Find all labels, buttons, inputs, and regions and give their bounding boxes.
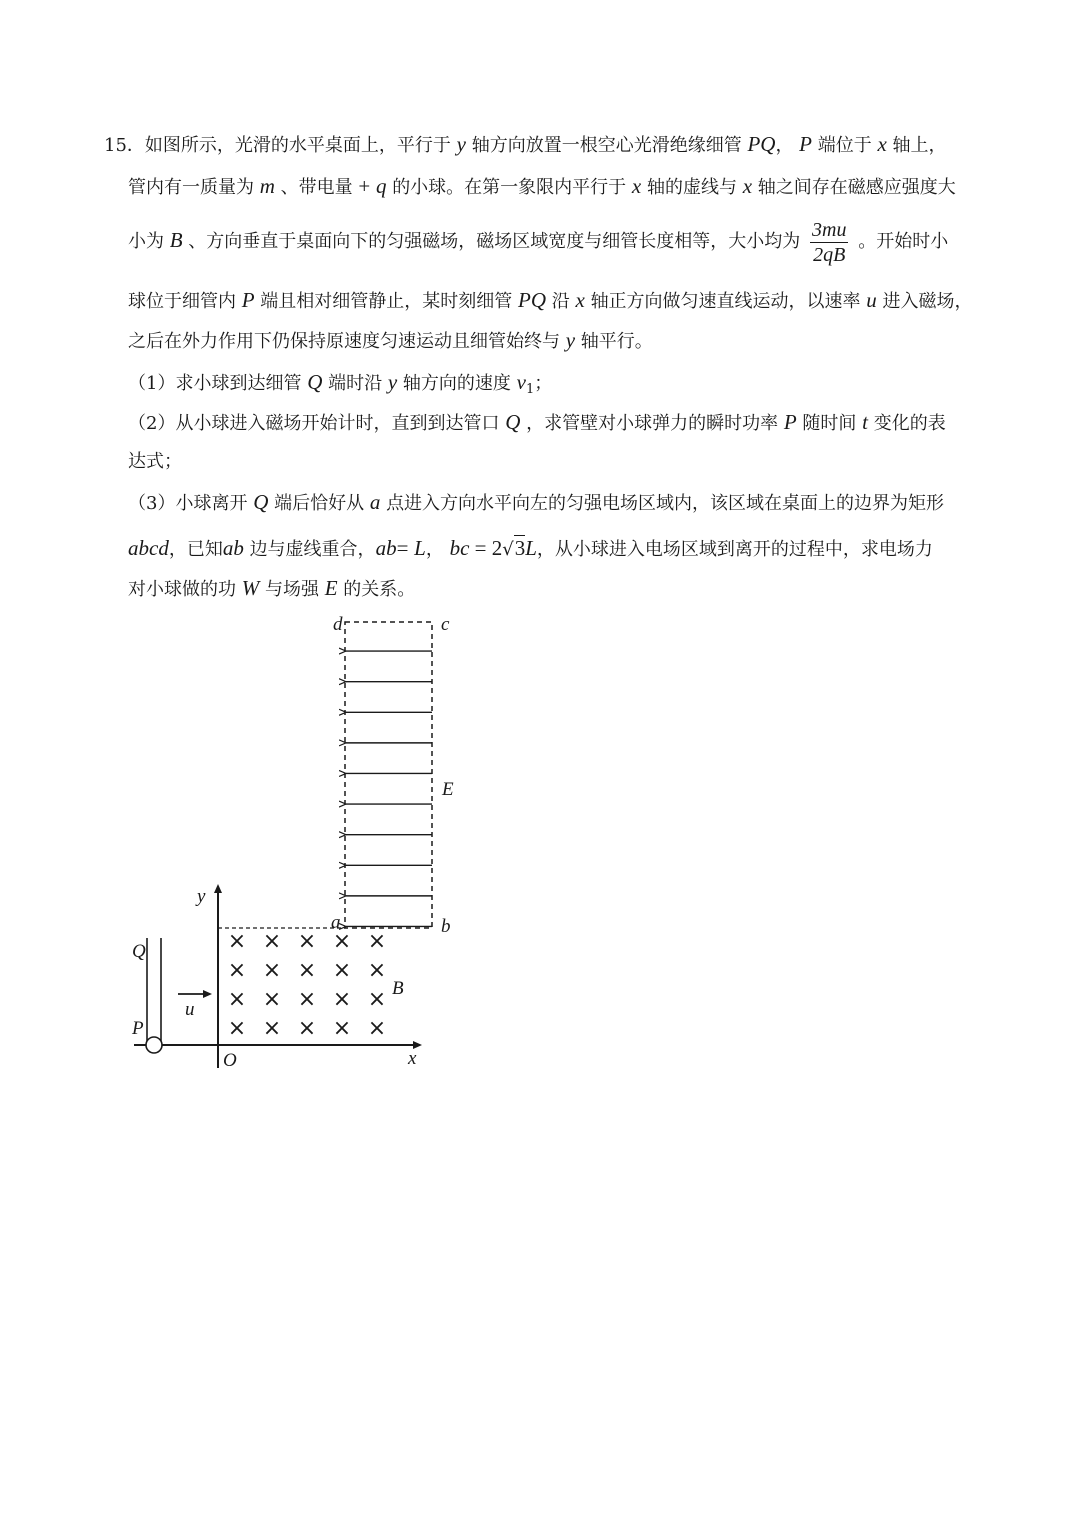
- text: 随时间: [802, 413, 857, 434]
- math-var: y: [387, 370, 398, 394]
- math-sign: =: [396, 536, 409, 560]
- text: 的小球。在第一象限内平行于: [392, 177, 627, 198]
- math-var: y: [456, 132, 466, 156]
- text: ，从小球进入电场区域到离开的过程中，求电场力: [536, 539, 933, 560]
- b-field-cross: ×: [262, 929, 282, 954]
- text: ；: [534, 373, 553, 394]
- b-field-cross: ×: [367, 929, 387, 954]
- question-2-line-1: [128, 410, 946, 436]
- text: （1）求小球到达细管: [128, 373, 302, 394]
- math-var: x: [575, 288, 585, 312]
- label-a: a: [331, 912, 341, 933]
- label-d: d: [333, 614, 343, 635]
- math-var: B: [169, 228, 183, 252]
- b-field-cross: ×: [262, 958, 282, 983]
- math-var: E: [324, 576, 338, 600]
- math-var: Q: [307, 370, 323, 394]
- electric-field-region: [345, 622, 432, 928]
- text: 沿: [551, 291, 570, 312]
- question-1: [128, 370, 552, 402]
- problem-number: 15．: [104, 135, 145, 156]
- math-var: ab: [222, 536, 244, 560]
- b-field-cross: ×: [332, 958, 352, 983]
- text: 达式；: [128, 451, 182, 472]
- b-field-cross: ×: [227, 958, 247, 983]
- label-y: y: [197, 886, 206, 907]
- math-var: t: [862, 410, 868, 434]
- magnetic-field-crosses: [228, 929, 386, 1041]
- label-Q: Q: [132, 941, 146, 962]
- text: 如图所示，光滑的水平桌面上，平行于: [144, 135, 451, 156]
- math-var: q: [375, 174, 387, 198]
- text: 轴平行。: [580, 331, 653, 352]
- math-var: L: [525, 536, 537, 560]
- text: 球位于细管内: [128, 291, 236, 312]
- math-var: W: [241, 576, 260, 600]
- text: 进入磁场，: [882, 291, 973, 312]
- b-field-cross: ×: [297, 929, 317, 954]
- problem-line-5: [128, 328, 653, 354]
- text: ，: [425, 539, 444, 560]
- text: 、带电量: [280, 177, 353, 198]
- math-var: P: [783, 410, 797, 434]
- text: （2）从小球进入磁场开始计时，直到到达管口: [128, 413, 500, 434]
- fraction: [810, 218, 848, 267]
- text: 端时沿: [328, 373, 383, 394]
- b-field-cross: ×: [297, 987, 317, 1012]
- text: 变化的表: [873, 413, 946, 434]
- b-field-cross: ×: [262, 1016, 282, 1041]
- text: ，已知: [168, 539, 223, 560]
- text: 端后恰好从: [274, 493, 365, 514]
- math-var: u: [866, 288, 877, 312]
- question-3-line-3: [128, 576, 415, 602]
- math-sign: = 2: [469, 536, 503, 560]
- question-3-line-1: [128, 490, 944, 516]
- b-field-cross: ×: [297, 958, 317, 983]
- math-var: Q: [505, 410, 521, 434]
- text: 端且相对细管静止，某时刻细管: [260, 291, 513, 312]
- text: 。开始时小: [858, 231, 949, 252]
- electric-field-arrows: [346, 651, 432, 926]
- text: （3）小球离开: [128, 493, 248, 514]
- text: 之后在外力作用下仍保持原速度匀速运动且细管始终与: [128, 331, 560, 352]
- math-var: abcd: [128, 536, 169, 560]
- label-E: E: [442, 779, 454, 800]
- math-var: ab: [375, 536, 397, 560]
- b-field-cross: ×: [367, 958, 387, 983]
- b-field-cross: ×: [227, 929, 247, 954]
- text: 的关系。: [343, 579, 416, 600]
- math-var: y: [565, 328, 576, 352]
- problem-figure: [130, 612, 470, 1074]
- b-field-cross: ×: [332, 929, 352, 954]
- b-field-cross: ×: [332, 987, 352, 1012]
- text: 轴方向的速度: [402, 373, 511, 394]
- text: 与场强: [264, 579, 319, 600]
- label-u: u: [185, 999, 195, 1020]
- math-var: x: [877, 132, 887, 156]
- b-field-cross: ×: [262, 987, 282, 1012]
- text: ，: [775, 135, 794, 156]
- text: 管内有一质量为: [128, 177, 254, 198]
- math-var: P: [799, 132, 812, 156]
- fraction-numerator: 3mu: [812, 218, 847, 241]
- sqrt-radicand: 3: [514, 536, 526, 560]
- text: 端位于: [817, 135, 872, 156]
- text: ，求管壁对小球弹力的瞬时功率: [526, 413, 779, 434]
- math-var: P: [241, 288, 255, 312]
- math-var: x: [742, 174, 753, 198]
- b-field-cross: ×: [227, 1016, 247, 1041]
- math-var: bc: [449, 536, 470, 560]
- math-var: PQ: [518, 288, 547, 312]
- text: 轴方向放置一根空心光滑绝缘细管: [471, 135, 742, 156]
- problem-line-2: [128, 174, 956, 200]
- label-P: P: [132, 1018, 144, 1039]
- math-var: a: [369, 490, 381, 514]
- fraction-denominator: 2qB: [813, 243, 846, 266]
- charged-ball: [146, 1037, 162, 1053]
- label-O: O: [223, 1050, 237, 1071]
- math-sign: +: [358, 174, 371, 198]
- math-var: PQ: [747, 132, 776, 156]
- text: 轴之间存在磁感应强度大: [757, 177, 956, 198]
- label-x: x: [408, 1048, 417, 1069]
- label-c: c: [441, 614, 450, 635]
- text: 边与虚线重合，: [249, 539, 376, 560]
- math-var: Q: [253, 490, 269, 514]
- question-2-line-2: [128, 450, 182, 474]
- math-var: m: [259, 174, 275, 198]
- label-B: B: [392, 978, 404, 999]
- text: 对小球做的功: [128, 579, 236, 600]
- b-field-cross: ×: [367, 987, 387, 1012]
- text: 点进入方向水平向左的匀强电场区域内，该区域在桌面上的边界为矩形: [386, 493, 945, 514]
- problem-line-3: [128, 215, 948, 267]
- text: 小为: [128, 231, 164, 252]
- text: 轴的虚线与: [646, 177, 737, 198]
- math-var: L: [414, 536, 426, 560]
- math-var: x: [631, 174, 642, 198]
- math-subscript: 1: [525, 382, 535, 397]
- b-field-cross: ×: [367, 1016, 387, 1041]
- text: 轴正方向做匀速直线运动，以速率: [590, 291, 861, 312]
- math-var: v: [516, 370, 526, 394]
- question-3-line-2: abcd，已知ab 边与虚线重合，ab= L， bc = 2√3L，从小球进入电场区域到离开的过程中，求电场力: [128, 536, 933, 560]
- b-field-cross: ×: [227, 987, 247, 1012]
- problem-line-4: [128, 288, 973, 314]
- label-b: b: [441, 916, 451, 937]
- text: 轴上，: [892, 135, 947, 156]
- text: 、方向垂直于桌面向下的匀强磁场，磁场区域宽度与细管长度相等，大小均为: [188, 231, 801, 252]
- b-field-cross: ×: [332, 1016, 352, 1041]
- problem-line-1: [104, 132, 947, 158]
- b-field-cross: ×: [297, 1016, 317, 1041]
